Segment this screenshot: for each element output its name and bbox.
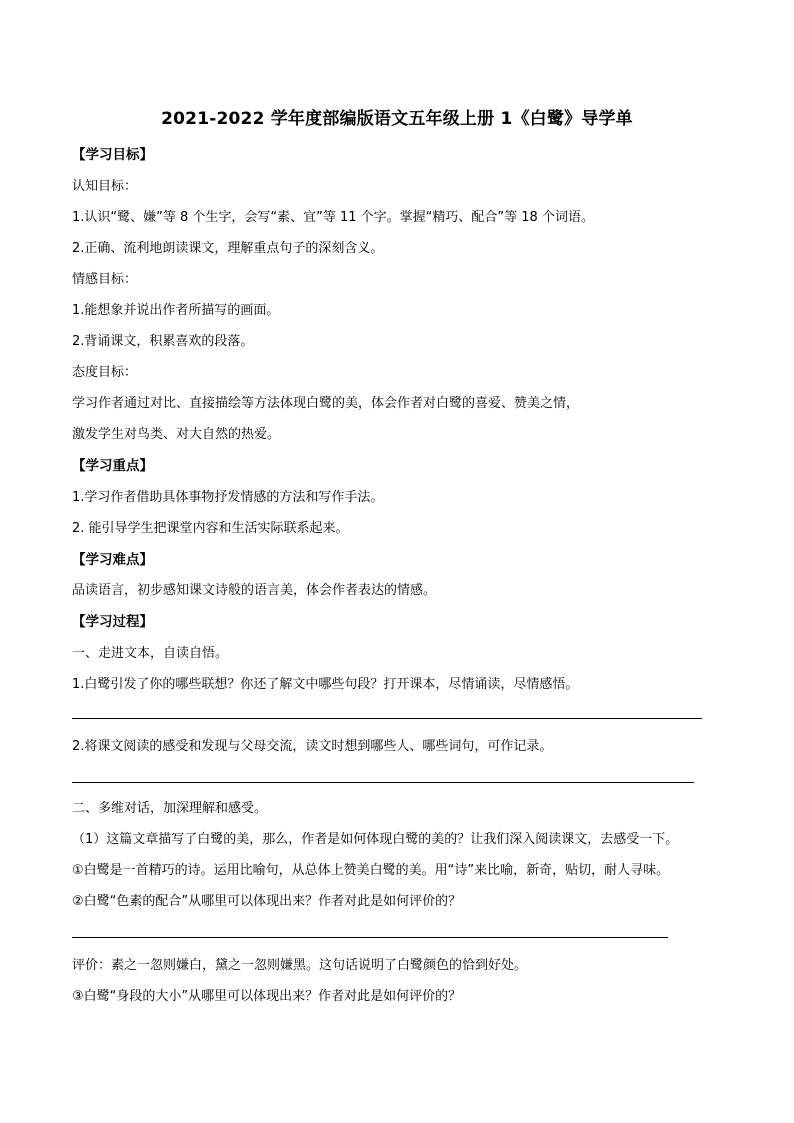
process-step-heading: 一、走进文本，自读自悟。 [72,646,229,661]
process-answer: ①白鹭是一首精巧的诗。运用比喻句，从总体上赞美白鹭的美。用“诗”来比喻，新奇，贴切，耐人寻味。 [72,863,670,878]
process-evaluation: 评价：素之一忽则嫌白，黛之一忽则嫌黑。这句话说明了白鹭颜色的恰到好处。 [72,958,528,973]
section-heading-key-points: 【学习重点】 [72,458,153,474]
answer-line [72,782,694,783]
key-point-item: 2. 能引导学生把课堂内容和生活实际联系起来。 [72,521,349,536]
difficulty-item: 品读语言，初步感知课文诗般的语言美，体会作者表达的情感。 [72,583,437,598]
document-title: 2021-2022 学年度部编版语文五年级上册 1《白鹭》导学单 [161,109,633,129]
cognitive-goal-label: 认知目标： [72,179,138,194]
emotion-goal-item: 2.背诵课文，积累喜欢的段落。 [72,334,254,349]
emotion-goal-item: 1.能想象并说出作者所描写的画面。 [72,303,280,318]
attitude-goal-text: 激发学生对鸟类、对大自然的热爱。 [72,427,281,442]
emotion-goal-label: 情感目标： [72,272,138,287]
process-question: 1.白鹭引发了你的哪些联想？你还了解文中哪些句段？打开课本，尽情诵读，尽情感悟。 [72,677,579,692]
attitude-goal-label: 态度目标： [72,365,138,380]
process-question: ③白鹭“身段的大小”从哪里可以体现出来？作者对此是如何评价的？ [72,989,462,1004]
section-heading-difficulties: 【学习难点】 [72,552,153,568]
process-question: 2.将课文阅读的感受和发现与父母交流，读文时想到哪些人、哪些词句，可作记录。 [72,739,553,754]
section-heading-process: 【学习过程】 [72,614,153,630]
process-question: （1）这篇文章描写了白鹭的美，那么，作者是如何体现白鹭的美的？让我们深入阅读课文，去感受一下。 [72,832,679,847]
process-step-heading: 二、多维对话，加深理解和感受。 [72,801,268,816]
section-heading-goals: 【学习目标】 [72,147,153,163]
answer-line [72,937,668,938]
cognitive-goal-item: 1.认识“鹭、嫌”等 8 个生字，会写“素、宜”等 11 个字。掌握“精巧、配合”等 18 个词语。 [72,210,594,225]
cognitive-goal-item: 2.正确、流利地朗读课文，理解重点句子的深刻含义。 [72,241,384,256]
key-point-item: 1.学习作者借助具体事物抒发情感的方法和写作手法。 [72,490,384,505]
answer-line [72,718,702,719]
process-question: ②白鹭“色素的配合”从哪里可以体现出来？作者对此是如何评价的？ [72,894,462,909]
attitude-goal-text: 学习作者通过对比、直接描绘等方法体现白鹭的美，体会作者对白鹭的喜爱、赞美之情， [72,396,580,411]
